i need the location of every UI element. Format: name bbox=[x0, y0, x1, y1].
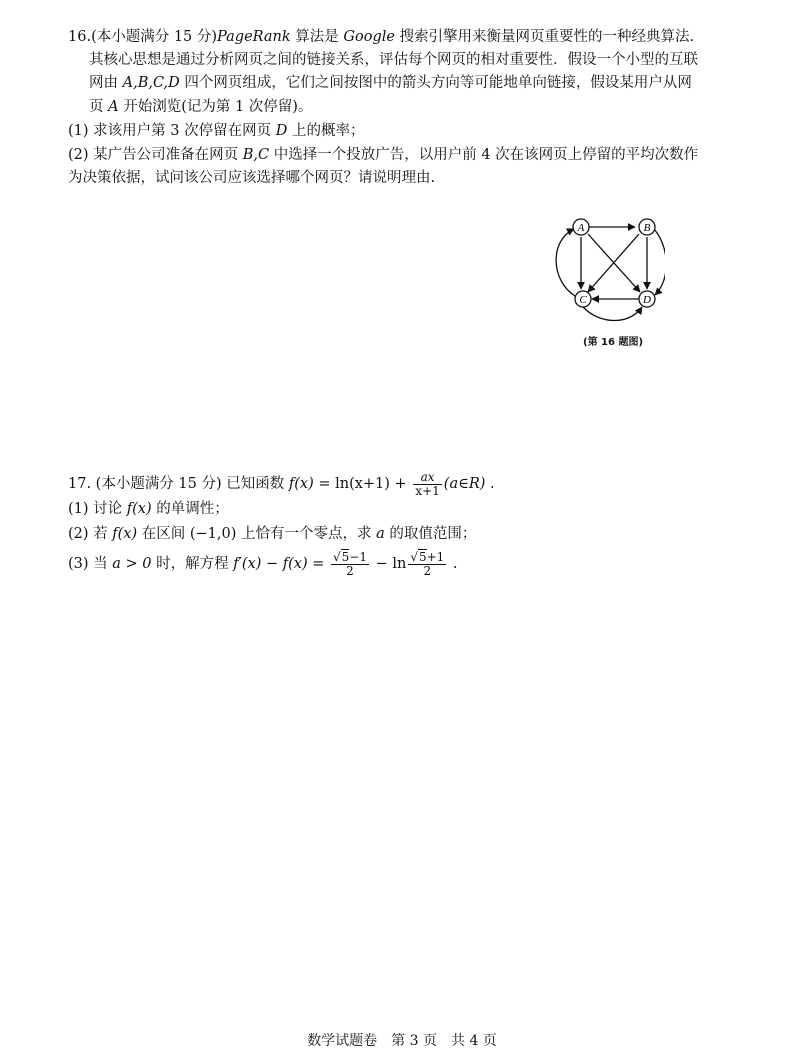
node-d-label: D bbox=[643, 294, 651, 306]
q16-text: 网由 bbox=[89, 75, 123, 91]
q17-equation-lhs: f′(x) − f(x) = bbox=[233, 556, 329, 572]
q17-frac-den: x+1 bbox=[415, 483, 440, 498]
page-footer: 数学试题卷 第 3 页 共 4 页 bbox=[307, 1033, 497, 1049]
q16-text: 四个网页组成，它们之间按图中的箭头方向等可能地单向链接，假设某用户从网 bbox=[179, 75, 692, 91]
q17-text: = ln(x+1) + bbox=[313, 476, 412, 492]
edge-c-d bbox=[583, 307, 642, 321]
q17-radicand: 5 bbox=[418, 549, 427, 564]
q17-text: (3) 当 bbox=[68, 556, 113, 572]
q16-var: B,C bbox=[242, 147, 270, 163]
q17-func: f(x) bbox=[112, 526, 138, 542]
q17-part-1 bbox=[68, 499, 229, 519]
q17-text: 在区间 (−1,0) 上恰有一个零点，求 bbox=[137, 526, 377, 542]
q17-text: . bbox=[448, 556, 458, 572]
q17-radicand: 5 bbox=[341, 549, 350, 564]
q16-number: 16. bbox=[68, 29, 92, 45]
q17-part-2 bbox=[68, 524, 476, 544]
figure-caption: (第 16 题图) bbox=[583, 337, 644, 348]
q17-text: 的单调性； bbox=[151, 501, 229, 517]
node-a-label: A bbox=[577, 222, 585, 234]
q17-frac2-rest: +1 bbox=[426, 549, 445, 564]
q17-frac2-den: 2 bbox=[423, 563, 432, 578]
q17-text: 的取值范围； bbox=[384, 526, 477, 542]
node-c bbox=[575, 291, 591, 307]
q16-part-2 bbox=[68, 145, 698, 165]
q16-part-2-cont: 为决策依据，试问该公司应该选择哪个网页？请说明理由. bbox=[68, 170, 436, 186]
link-graph-diagram bbox=[545, 210, 665, 335]
q16-algo-name: PageRank bbox=[217, 29, 291, 45]
q17-number: 17. bbox=[68, 476, 92, 492]
q16-part-1 bbox=[68, 121, 364, 141]
q16-text: (2) 某广告公司准备在网页 bbox=[68, 147, 243, 163]
q17-condition: a > 0 bbox=[112, 556, 152, 572]
q17-text: (1) 讨论 bbox=[68, 501, 127, 517]
edge-b-d-outer bbox=[655, 230, 665, 295]
node-b-label: B bbox=[643, 222, 651, 234]
q17-text: (2) 若 bbox=[68, 526, 113, 542]
q16-engine: Google bbox=[343, 29, 395, 45]
q16-text: 上的概率； bbox=[287, 123, 365, 139]
q17-frac2-num: √5+1 bbox=[410, 549, 445, 564]
node-d bbox=[639, 291, 655, 307]
q17-text: (本小题满分 15 分) 已知函数 bbox=[91, 476, 289, 492]
q16-text: (1) 求该用户第 3 次停留在网页 bbox=[68, 123, 276, 139]
q17-frac-num: ax bbox=[413, 471, 441, 485]
node-a bbox=[573, 219, 589, 235]
q17-line-1 bbox=[68, 470, 495, 498]
q17-text: − ln bbox=[370, 556, 407, 572]
q16-points: (本小题满分 15 分) bbox=[91, 29, 218, 45]
q17-text: . bbox=[485, 476, 495, 492]
q16-text: 页 bbox=[89, 99, 109, 115]
q16-line-2: 其核心思想是通过分析网页之间的链接关系，评估每个网页的相对重要性．假设一个小型的互联 bbox=[89, 52, 698, 68]
q16-text: 中选择一个投放广告，以用户前 4 次在该网页上停留的平均次数作 bbox=[269, 147, 699, 163]
q16-text: 搜索引擎用来衡量网页重要性的一种经典算法. bbox=[394, 29, 695, 45]
q17-domain: (a∈R) bbox=[443, 476, 486, 492]
edge-c-a bbox=[556, 229, 575, 296]
q17-func: f(x) bbox=[126, 501, 152, 517]
q16-var: D bbox=[275, 123, 288, 139]
q16-var: A bbox=[108, 99, 119, 115]
q17-text: 时，解方程 bbox=[151, 556, 234, 572]
q17-part-3 bbox=[68, 550, 458, 578]
q17-frac1-den: 2 bbox=[346, 563, 354, 578]
q17-var: a bbox=[376, 526, 385, 542]
q16-line-1 bbox=[68, 27, 694, 47]
q17-frac1-rest: −1 bbox=[349, 549, 367, 564]
q17-fraction bbox=[413, 471, 441, 498]
q17-func: f(x) bbox=[288, 476, 314, 492]
node-b bbox=[639, 219, 655, 235]
q17-frac1-num: √5−1 bbox=[332, 549, 367, 564]
node-c-label: C bbox=[579, 294, 587, 306]
q17-fraction-2 bbox=[408, 551, 446, 578]
q17-fraction-1 bbox=[331, 551, 369, 578]
q16-vars: A,B,C,D bbox=[122, 75, 180, 91]
q16-line-4 bbox=[89, 97, 312, 117]
q16-text: 开始浏览(记为第 1 次停留)。 bbox=[118, 99, 313, 115]
q16-line-3 bbox=[89, 73, 692, 93]
q16-text: 算法是 bbox=[290, 29, 344, 45]
